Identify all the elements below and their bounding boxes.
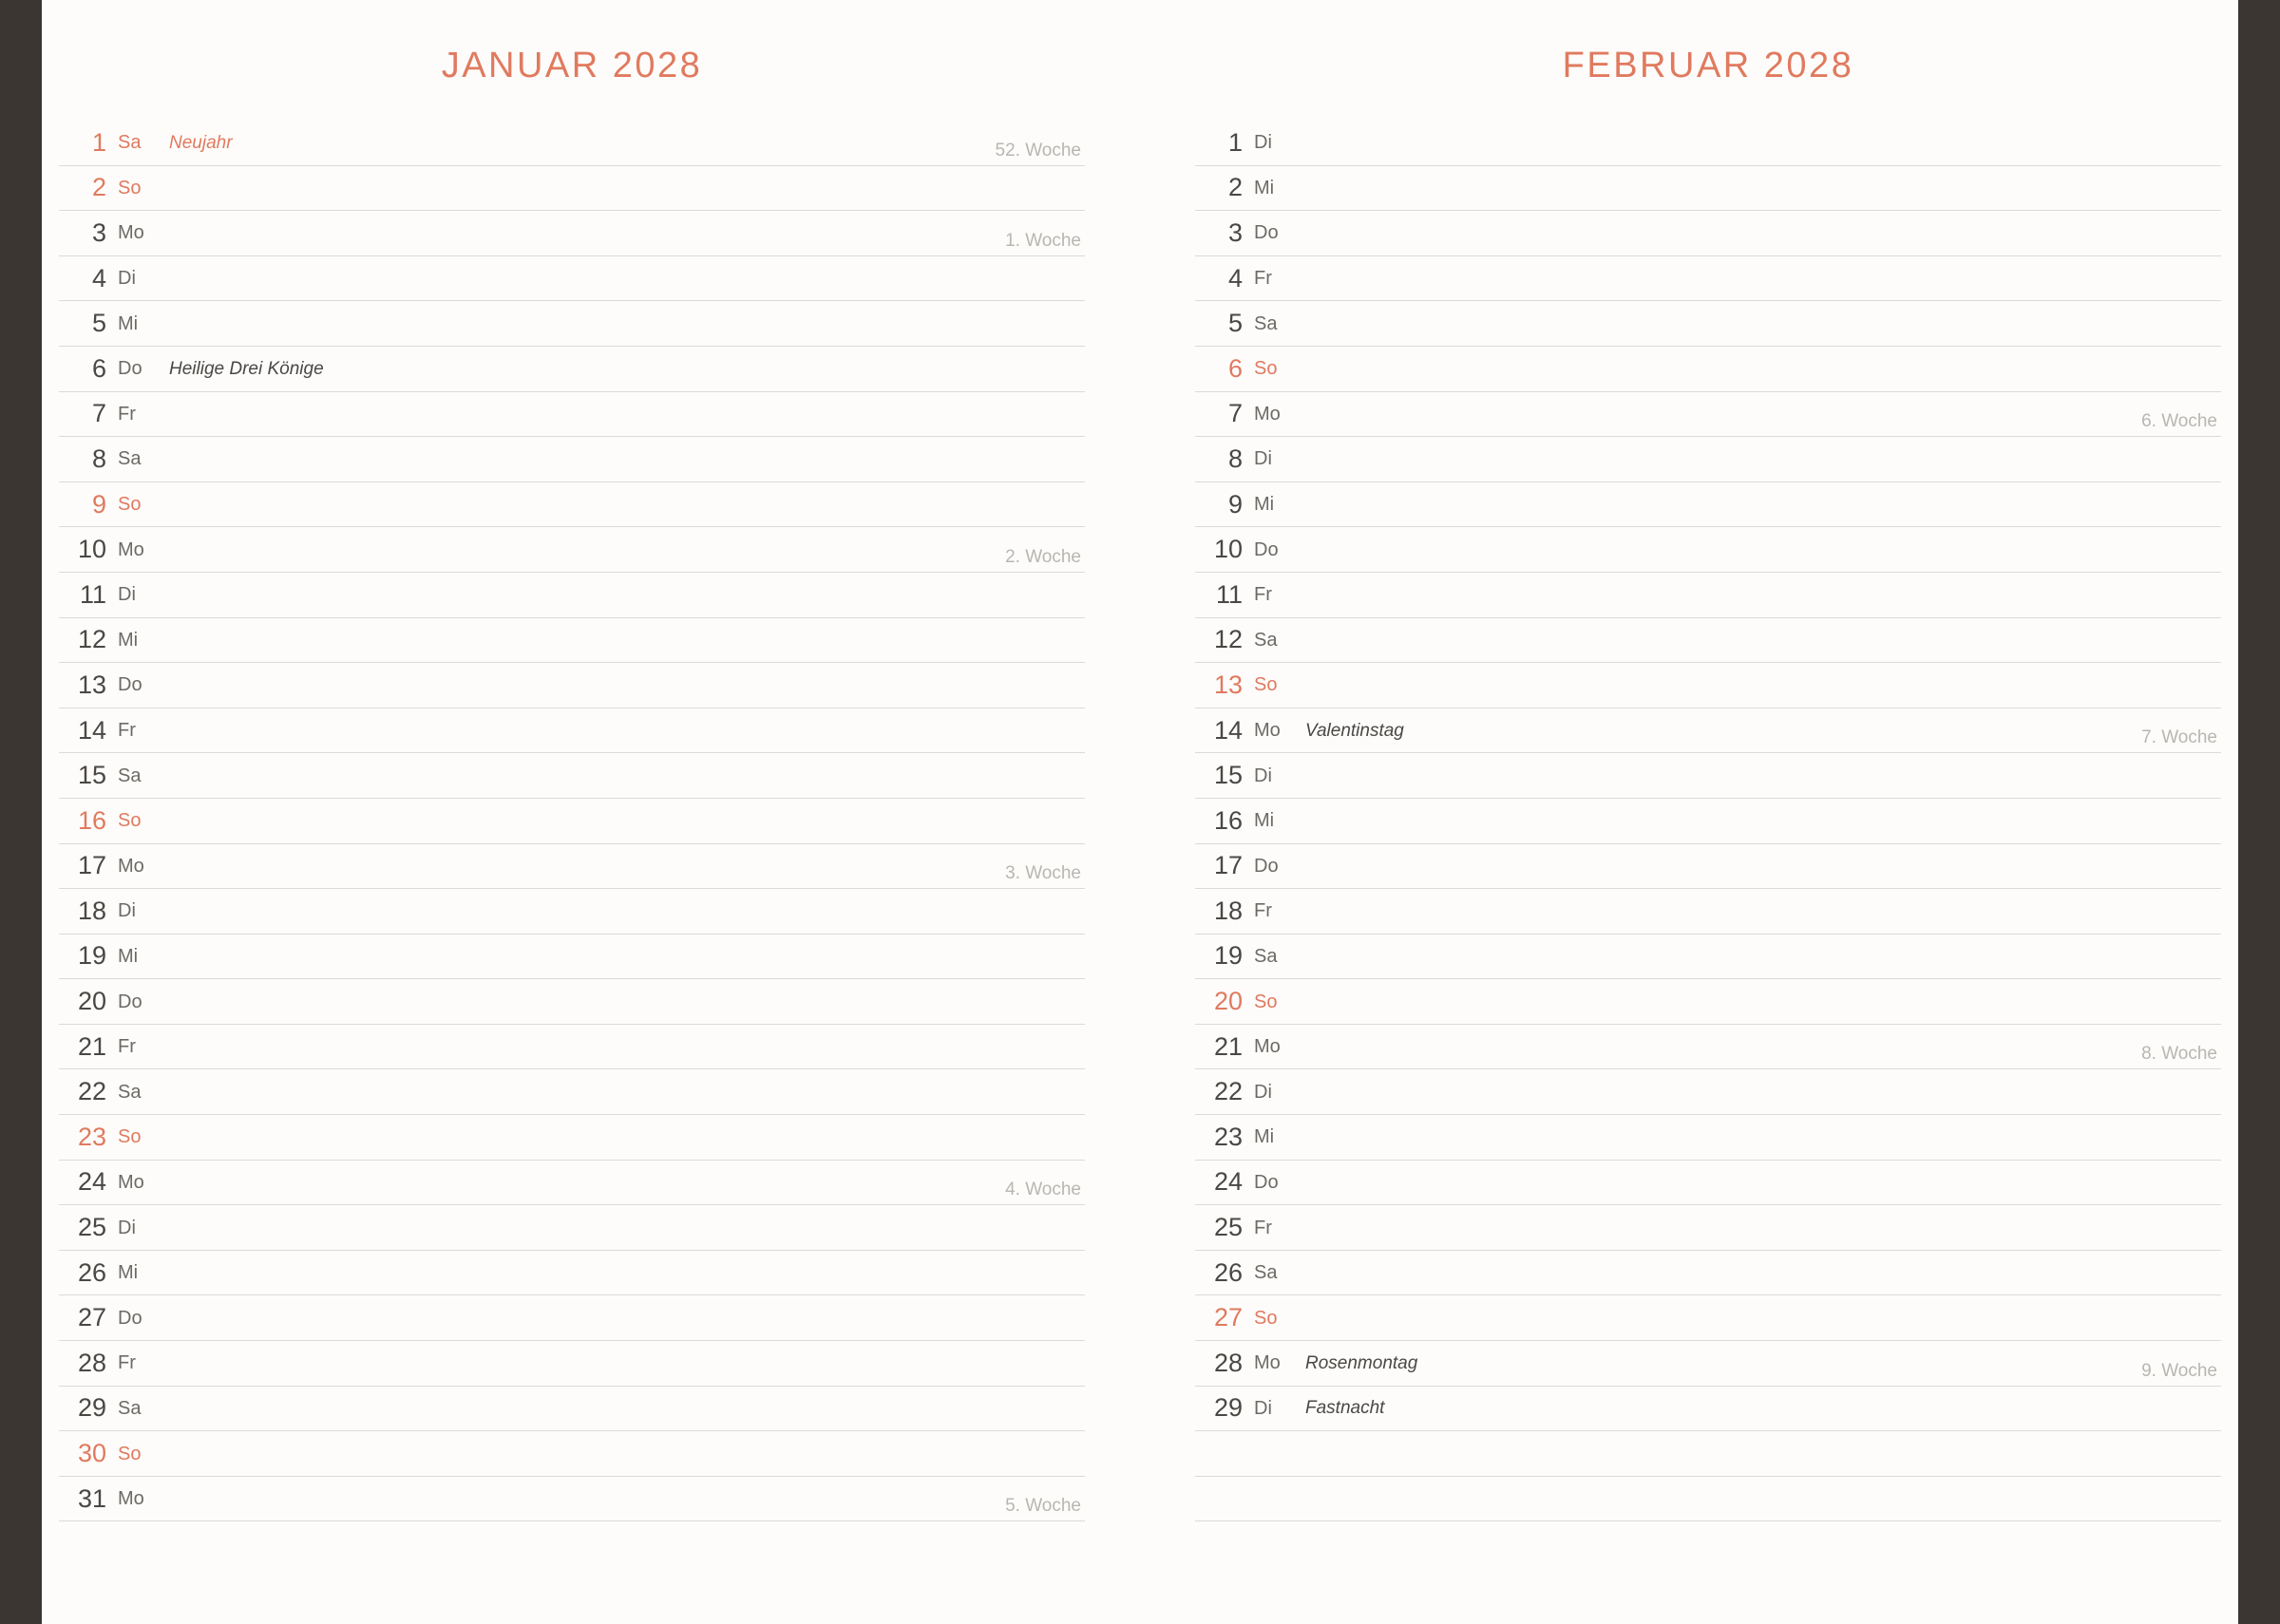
- day-row[interactable]: [1195, 527, 2221, 573]
- week-number-label: 2. Woche: [1005, 546, 1081, 567]
- day-weekday: Di: [118, 900, 136, 922]
- day-row[interactable]: [59, 301, 1085, 347]
- day-weekday: Mi: [118, 312, 139, 334]
- day-number: 27: [77, 1303, 106, 1332]
- day-weekday: Do: [118, 1307, 142, 1329]
- day-number: 3: [1227, 217, 1243, 247]
- day-weekday: Mo: [118, 222, 144, 244]
- day-weekday: Do: [1254, 222, 1279, 244]
- day-number: 7: [91, 399, 106, 428]
- week-number-label: 6. Woche: [2141, 411, 2217, 432]
- day-row[interactable]: [1195, 1251, 2221, 1296]
- day-number: 14: [77, 715, 106, 745]
- day-weekday: Mo: [1254, 1352, 1281, 1374]
- day-number: 11: [79, 579, 106, 609]
- day-row[interactable]: [1195, 1069, 2221, 1115]
- day-number: 17: [1213, 851, 1243, 880]
- day-weekday: So: [1254, 991, 1278, 1012]
- day-weekday: So: [118, 810, 142, 832]
- day-number: 10: [77, 535, 106, 564]
- day-row-empty[interactable]: [1195, 1477, 2221, 1522]
- month-panel-february: [1140, 0, 2238, 1624]
- day-number: 4: [91, 263, 106, 293]
- day-row[interactable]: [1195, 437, 2221, 482]
- week-number-label: 5. Woche: [1005, 1496, 1081, 1517]
- day-weekday: Mo: [118, 1488, 144, 1510]
- day-row[interactable]: [59, 1431, 1085, 1477]
- day-number: 22: [1213, 1077, 1243, 1106]
- day-weekday: Mi: [118, 629, 139, 651]
- day-row[interactable]: [1195, 166, 2221, 212]
- day-number: 29: [1213, 1393, 1243, 1423]
- day-row[interactable]: [59, 935, 1085, 980]
- day-weekday: So: [1254, 674, 1278, 696]
- day-row[interactable]: [59, 1295, 1085, 1341]
- day-weekday: Di: [1254, 132, 1272, 154]
- day-number: 22: [77, 1077, 106, 1106]
- day-note: Neujahr: [169, 132, 233, 153]
- day-weekday: So: [118, 1443, 142, 1464]
- day-row[interactable]: [59, 166, 1085, 212]
- day-number: 19: [77, 941, 106, 971]
- day-row[interactable]: [1195, 256, 2221, 302]
- day-list-january: [59, 121, 1085, 1521]
- day-row[interactable]: [59, 1341, 1085, 1387]
- day-row[interactable]: [1195, 844, 2221, 890]
- day-row[interactable]: [1195, 573, 2221, 618]
- day-weekday: Mo: [118, 855, 144, 877]
- day-row[interactable]: [1195, 392, 2221, 438]
- day-row-empty[interactable]: [1195, 1431, 2221, 1477]
- day-number: 13: [1213, 670, 1243, 699]
- day-row[interactable]: [59, 256, 1085, 302]
- day-row[interactable]: [1195, 1295, 2221, 1341]
- day-list-february: [1195, 121, 2221, 1521]
- day-weekday: Do: [1254, 538, 1279, 560]
- day-row[interactable]: [1195, 618, 2221, 664]
- day-number: 12: [1213, 625, 1243, 654]
- day-weekday: Di: [1254, 1081, 1272, 1103]
- day-number: 2: [1227, 173, 1243, 202]
- day-number: 23: [1213, 1122, 1243, 1151]
- day-number: 21: [77, 1031, 106, 1061]
- day-weekday: Fr: [118, 720, 136, 742]
- day-row[interactable]: [1195, 889, 2221, 935]
- day-weekday: Do: [118, 358, 142, 380]
- day-weekday: So: [1254, 1307, 1278, 1329]
- day-row[interactable]: [59, 1161, 1085, 1206]
- day-note: Rosenmontag: [1305, 1352, 1418, 1373]
- day-weekday: Sa: [1254, 629, 1278, 651]
- day-number: 12: [77, 625, 106, 654]
- week-number-label: 7. Woche: [2141, 727, 2217, 748]
- day-row[interactable]: [59, 799, 1085, 844]
- day-row[interactable]: [1195, 663, 2221, 708]
- day-row[interactable]: [59, 121, 1085, 166]
- day-number: 9: [1227, 489, 1243, 519]
- day-row[interactable]: [59, 889, 1085, 935]
- day-weekday: Di: [1254, 1397, 1272, 1419]
- day-row[interactable]: [59, 1115, 1085, 1161]
- day-row[interactable]: [1195, 979, 2221, 1025]
- day-weekday: Sa: [118, 1397, 142, 1419]
- day-number: 28: [1213, 1348, 1243, 1377]
- day-number: 5: [91, 309, 106, 338]
- day-row[interactable]: [59, 753, 1085, 799]
- day-number: 27: [1213, 1303, 1243, 1332]
- day-number: 10: [1213, 535, 1243, 564]
- day-number: 23: [77, 1122, 106, 1151]
- day-number: 24: [77, 1167, 106, 1197]
- day-number: 20: [77, 987, 106, 1016]
- day-weekday: Mi: [1254, 1126, 1275, 1148]
- day-number: 5: [1227, 309, 1243, 338]
- day-row[interactable]: [1195, 935, 2221, 980]
- day-number: 24: [1213, 1167, 1243, 1197]
- day-weekday: Fr: [118, 403, 136, 425]
- day-weekday: Fr: [1254, 268, 1272, 290]
- month-panel-january: [42, 0, 1140, 1624]
- day-row[interactable]: [1195, 482, 2221, 528]
- day-note: Fastnacht: [1305, 1398, 1385, 1419]
- day-row[interactable]: [59, 708, 1085, 754]
- day-row[interactable]: [59, 1387, 1085, 1432]
- day-number: 14: [1213, 715, 1243, 745]
- month-title-january: JANUAR 2028: [441, 46, 703, 85]
- day-row[interactable]: [59, 211, 1085, 256]
- day-weekday: Mi: [1254, 177, 1275, 198]
- day-number: 3: [91, 217, 106, 247]
- day-weekday: Do: [118, 991, 142, 1012]
- day-row[interactable]: [1195, 1205, 2221, 1251]
- day-row[interactable]: [59, 527, 1085, 573]
- day-weekday: Fr: [1254, 1217, 1272, 1238]
- day-row[interactable]: [1195, 1115, 2221, 1161]
- day-row[interactable]: [59, 1477, 1085, 1522]
- day-number: 18: [77, 896, 106, 925]
- day-number: 16: [1213, 805, 1243, 835]
- day-row[interactable]: [1195, 347, 2221, 392]
- day-weekday: So: [118, 177, 142, 198]
- day-number: 25: [77, 1213, 106, 1242]
- day-row[interactable]: [1195, 799, 2221, 844]
- day-weekday: Di: [1254, 448, 1272, 470]
- day-row[interactable]: [59, 437, 1085, 482]
- day-number: 6: [91, 353, 106, 383]
- calendar-spread: [42, 0, 2238, 1624]
- day-number: 20: [1213, 987, 1243, 1016]
- day-row[interactable]: [1195, 1161, 2221, 1206]
- day-row[interactable]: [1195, 753, 2221, 799]
- day-weekday: Mi: [1254, 810, 1275, 832]
- day-number: 15: [1213, 761, 1243, 790]
- day-weekday: Mo: [1254, 1036, 1281, 1058]
- day-number: 4: [1227, 263, 1243, 293]
- day-number: 18: [1213, 896, 1243, 925]
- day-weekday: Sa: [118, 132, 142, 154]
- day-weekday: So: [118, 494, 142, 516]
- day-row[interactable]: [59, 347, 1085, 392]
- day-weekday: Sa: [118, 1081, 142, 1103]
- week-number-label: 8. Woche: [2141, 1044, 2217, 1065]
- day-weekday: Fr: [1254, 584, 1272, 606]
- day-weekday: Mi: [118, 1262, 139, 1284]
- day-weekday: Fr: [118, 1036, 136, 1058]
- day-number: 11: [1215, 579, 1243, 609]
- day-row[interactable]: [1195, 708, 2221, 754]
- day-weekday: Sa: [1254, 312, 1278, 334]
- day-number: 17: [77, 851, 106, 880]
- day-row[interactable]: [1195, 301, 2221, 347]
- day-weekday: Mi: [1254, 494, 1275, 516]
- day-weekday: So: [1254, 358, 1278, 380]
- day-note: Heilige Drei Könige: [169, 358, 324, 379]
- day-number: 28: [77, 1348, 106, 1377]
- day-number: 15: [77, 761, 106, 790]
- day-number: 6: [1227, 353, 1243, 383]
- day-row[interactable]: [59, 618, 1085, 664]
- day-weekday: Do: [1254, 855, 1279, 877]
- day-row[interactable]: [59, 482, 1085, 528]
- day-row[interactable]: [1195, 121, 2221, 166]
- day-number: 26: [77, 1257, 106, 1287]
- day-number: 16: [77, 805, 106, 835]
- day-weekday: Mo: [118, 538, 144, 560]
- day-row[interactable]: [59, 1025, 1085, 1070]
- day-weekday: So: [118, 1126, 142, 1148]
- day-weekday: Mo: [118, 1171, 144, 1193]
- day-number: 2: [91, 173, 106, 202]
- day-row[interactable]: [59, 573, 1085, 618]
- day-number: 1: [1227, 127, 1243, 157]
- day-number: 31: [77, 1483, 106, 1513]
- day-number: 8: [1227, 444, 1243, 473]
- day-weekday: Mi: [118, 945, 139, 967]
- day-row[interactable]: [1195, 211, 2221, 256]
- day-number: 21: [1213, 1031, 1243, 1061]
- day-row[interactable]: [59, 979, 1085, 1025]
- day-weekday: Do: [118, 674, 142, 696]
- day-row[interactable]: [59, 1251, 1085, 1296]
- day-number: 26: [1213, 1257, 1243, 1287]
- week-number-label: 4. Woche: [1005, 1180, 1081, 1200]
- day-number: 29: [77, 1393, 106, 1423]
- day-weekday: Di: [118, 268, 136, 290]
- day-row[interactable]: [59, 392, 1085, 438]
- day-number: 1: [91, 127, 106, 157]
- day-weekday: Mo: [1254, 403, 1281, 425]
- day-number: 7: [1227, 399, 1243, 428]
- day-weekday: Sa: [1254, 1262, 1278, 1284]
- day-row[interactable]: [59, 844, 1085, 890]
- week-number-label: 3. Woche: [1005, 863, 1081, 884]
- day-weekday: Fr: [118, 1352, 136, 1374]
- day-number: 19: [1213, 941, 1243, 971]
- day-number: 30: [77, 1439, 106, 1468]
- day-weekday: Di: [118, 1217, 136, 1238]
- day-weekday: Di: [118, 584, 136, 606]
- day-row[interactable]: [59, 663, 1085, 708]
- day-weekday: Sa: [118, 765, 142, 786]
- day-row[interactable]: [59, 1205, 1085, 1251]
- day-weekday: Sa: [1254, 945, 1278, 967]
- day-weekday: Mo: [1254, 720, 1281, 742]
- day-row[interactable]: [1195, 1025, 2221, 1070]
- day-number: 8: [91, 444, 106, 473]
- day-row[interactable]: [59, 1069, 1085, 1115]
- week-number-label: 1. Woche: [1005, 230, 1081, 251]
- day-number: 25: [1213, 1213, 1243, 1242]
- day-number: 9: [91, 489, 106, 519]
- month-title-february: FEBRUAR 2028: [1562, 46, 1854, 85]
- week-number-label: 52. Woche: [995, 140, 1081, 161]
- day-weekday: Di: [1254, 765, 1272, 786]
- day-weekday: Fr: [1254, 900, 1272, 922]
- day-row[interactable]: [1195, 1341, 2221, 1387]
- day-note: Valentinstag: [1305, 720, 1404, 741]
- day-weekday: Do: [1254, 1171, 1279, 1193]
- day-weekday: Sa: [118, 448, 142, 470]
- day-row[interactable]: [1195, 1387, 2221, 1432]
- day-number: 13: [77, 670, 106, 699]
- week-number-label: 9. Woche: [2141, 1360, 2217, 1381]
